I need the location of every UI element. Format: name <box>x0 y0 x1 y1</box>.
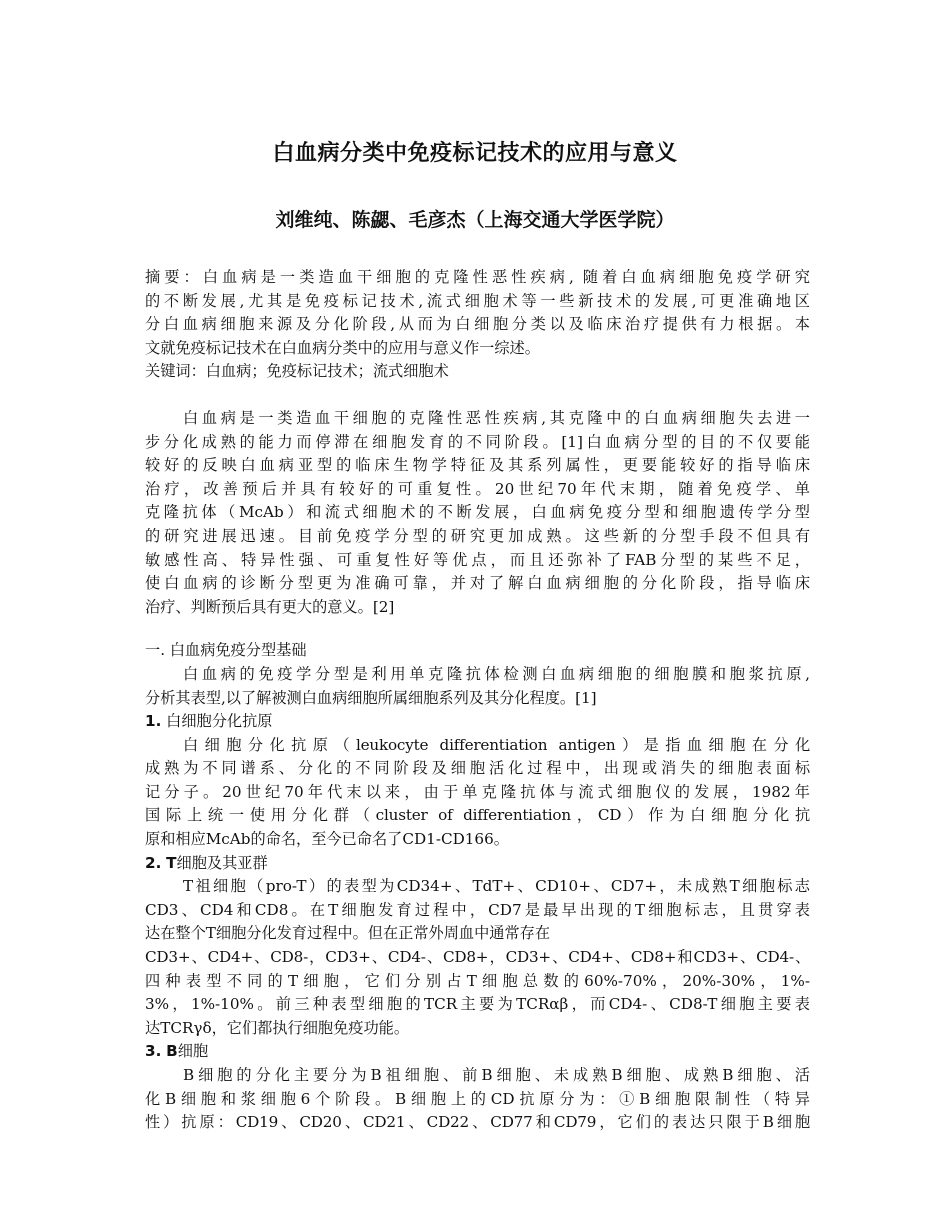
subsection-line: T祖细胞（pro-T）的表型为CD34+、TdT+、CD10+、CD7+，未成熟T细胞标志 <box>183 877 810 896</box>
subsection-line: CD3、CD4和CD8。在T细胞发育过程中，CD7是最早出现的T细胞标志，且贯穿表 <box>145 900 810 919</box>
intro-line: 步分化成熟的能力而停滞在细胞发育的不同阶段。[1]白血病分型的目的不仅要能 <box>145 432 810 451</box>
subsection-number: 1. <box>145 712 162 731</box>
subsection-title: 白细胞分化抗原 <box>166 712 273 731</box>
subsection-title-bold: B <box>166 1042 178 1061</box>
document-authors: 刘维纯、陈勰、毛彦杰（上海交通大学医学院） <box>275 209 675 231</box>
subsection-number: 3. <box>145 1042 162 1061</box>
subsection-line: 达TCRγδ，它们都执行细胞免疫功能。 <box>145 1018 410 1037</box>
intro-line: 克隆抗体（McAb）和流式细胞术的不断发展，白血病免疫分型和细胞遗传学分型 <box>145 503 810 522</box>
subsection-heading <box>145 1040 810 1064</box>
subsection-2 <box>145 852 810 1041</box>
subsection-line: 记分子。20世纪70年代末以来，由于单克隆抗体与流式细胞仪的发展，1982年 <box>145 782 810 801</box>
subsection-line: 达在整个T细胞分化发育过程中。但在正常外周血中通常存在 <box>145 924 551 943</box>
subsection-line: 化B细胞和浆细胞6个阶段。B细胞上的CD抗原分为：①B细胞限制性（特异 <box>145 1089 810 1108</box>
intro-line: 白血病是一类造血干细胞的克隆性恶性疾病,其克隆中的白血病细胞失去进一 <box>183 408 810 427</box>
subsection-line: 四种表型不同的T细胞，它们分别占T细胞总数的60%-70%，20%-30%，1%- <box>145 971 810 990</box>
intro-line: 治疗，改善预后并具有较好的可重复性。20世纪70年代末期，随着免疫学、单 <box>145 479 810 498</box>
intro-paragraph <box>145 407 810 619</box>
intro-line: 使白血病的诊断分型更为准确可靠，并对了解白血病细胞的分化阶段，指导临床 <box>145 574 810 593</box>
subsection-number: 2. <box>145 853 162 872</box>
intro-line: 治疗、判断预后具有更大的意义。[2] <box>145 597 395 616</box>
abstract-line: 文就免疫标记技术在白血病分类中的应用与意义作一综述。 <box>145 338 540 357</box>
section-heading: 一. 白血病免疫分型基础 <box>145 641 307 660</box>
subsection-line: CD3+、CD4+、CD8-，CD3+、CD4-、CD8+，CD3+、CD4+、CD8+和CD3+、CD4-、 <box>145 948 810 967</box>
abstract-line: 分白血病细胞来源及分化阶段,从而为白细胞分类以及临床治疗提供有力根据。本 <box>145 315 810 334</box>
intro-line: 较好的反映白血病亚型的临床生物学特征及其系列属性，更要能较好的指导临床 <box>145 456 810 475</box>
section-line: 白血病的免疫学分型是利用单克隆抗体检测白血病细胞的细胞膜和胞浆抗原, <box>183 664 810 683</box>
intro-line: 敏感性高、特异性强、可重复性好等优点，而且还弥补了FAB分型的某些不足， <box>145 550 810 569</box>
subsection-line: 3%，1%-10%。前三种表型细胞的TCR主要为TCRαβ，而CD4-、CD8-T细胞主要表 <box>145 995 810 1014</box>
abstract-line: 摘要：白血病是一类造血干细胞的克隆性恶性疾病, 随着白血病细胞免疫学研究 <box>145 268 810 286</box>
document-body <box>145 266 810 1135</box>
keywords-line: 关键词：白血病；免疫标记技术；流式细胞术 <box>145 362 449 381</box>
section-1 <box>145 639 810 710</box>
subsection-heading <box>145 710 810 734</box>
abstract-block <box>145 266 810 384</box>
spacer <box>145 619 810 639</box>
intro-line: 的研究进展迅速。目前免疫学分型的研究更加成熟。这些新的分型手段不但具有 <box>145 526 810 545</box>
subsection-line: 国际上统一使用分化群（cluster of differentiation，CD）作为白细胞分化抗 <box>145 806 810 825</box>
subsection-1 <box>145 710 810 852</box>
subsection-title-bold: T <box>166 853 177 872</box>
subsection-line: 白细胞分化抗原（leukocyte differentiation antigen）是指血细胞在分化 <box>183 735 810 754</box>
subsection-line: 性）抗原：CD19、CD20、CD21、CD22、CD77和CD79，它们的表达只限于B细胞 <box>145 1113 810 1132</box>
subsection-line: 成熟为不同谱系、分化的不同阶段及细胞活化过程中，出现或消失的细胞表面标 <box>145 759 810 778</box>
subsection-heading <box>145 852 810 876</box>
subsection-line: 原和相应McAb的命名，至今已命名了CD1-CD166。 <box>145 830 509 849</box>
spacer <box>145 384 810 407</box>
document-title: 白血病分类中免疫标记技术的应用与意义 <box>272 141 678 166</box>
subsection-title: 细胞及其亚群 <box>176 853 268 872</box>
subsection-line: B细胞的分化主要分为B祖细胞、前B细胞、未成熟B细胞、成熟B细胞、活 <box>183 1066 810 1084</box>
section-line: 分析其表型,以了解被测白血病细胞所属细胞系列及其分化程度。[1] <box>145 688 597 707</box>
abstract-line: 的不断发展,尤其是免疫标记技术,流式细胞术等一些新技术的发展,可更准确地区 <box>145 291 810 310</box>
subsection-3 <box>145 1040 810 1134</box>
subsection-title: 细胞 <box>177 1042 209 1061</box>
